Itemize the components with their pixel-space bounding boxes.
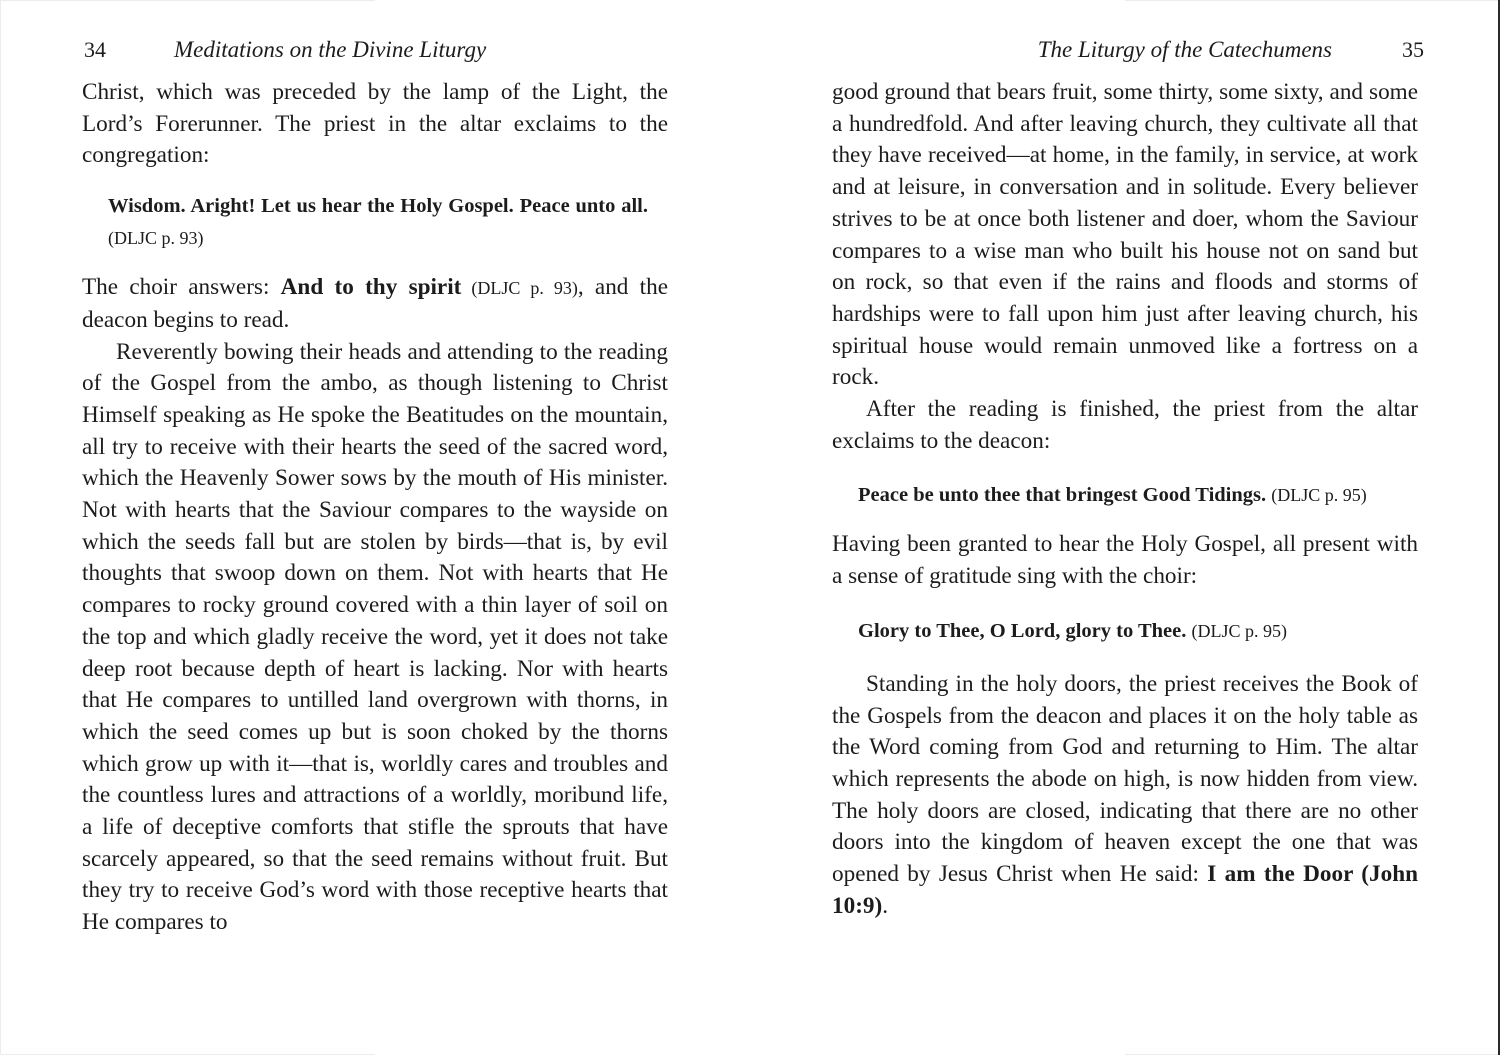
quote-reference: (DLJC p. 95) <box>1191 620 1287 641</box>
paragraph: After the reading is finished, the priest from the altar exclaims to the deacon: <box>832 396 1418 454</box>
paragraph-text: . <box>882 892 889 919</box>
quote-text: Glory to Thee, O Lord, glory to Thee. <box>858 619 1187 642</box>
left-body-text <box>82 77 668 939</box>
liturgical-quote <box>82 190 668 254</box>
running-head-title: The Liturgy of the Catechumens <box>1037 37 1332 62</box>
paragraph: Reverently bowing their heads and attending to the reading of the Gospel from the ambo, as though listening to Christ Himself speaking as He spoke the Beatitudes on the mountain, all try to receive with their hearts the seed of the sacred word, which the Heavenly Sower sows by the mouth of His minister. Not with hearts that the Saviour compares to the wayside on which the seeds fall but are stolen by birds—that is, by evil thoughts that swoop down on them. Not with hearts that He compares to rocky ground covered with a thin layer of soil on the top and which gladly receive the word, yet it does not take deep root because depth of heart is lacking. Nor with hearts that He compares to untilled land overgrown with thorns, in which the seed comes up but is soon choked by the thorns which grow up with it—that is, worldly cares and troubles and the countless lures and attractions of a worldly, moribund life, a life of deceptive comforts that stifle the sprouts that have scarcely appeared, so that the seed remains without fruit. But they try to receive God’s word with those receptive hearts that He compares to <box>82 338 668 936</box>
inline-bold-text: And to thy spirit <box>280 274 462 301</box>
right-body-text <box>832 77 1418 922</box>
right-running-head <box>832 33 1424 67</box>
inline-bold-text: I am the Door (John 10:9) <box>832 861 1418 919</box>
quote-reference: (DLJC p. 93) <box>108 228 204 249</box>
left-running-head <box>82 33 668 67</box>
quote-reference: (DLJC p. 95) <box>1271 485 1367 506</box>
paragraph <box>82 272 668 336</box>
page-number: 34 <box>84 37 106 62</box>
page-number: 35 <box>1402 37 1424 62</box>
paragraph: good ground that bears fruit, some thirty, some sixty, and some a hundredfold. And after leaving church, they cultivate all that they have received—at home, in the family, in service, at work and at leisure, in conversation and in solitude. Every believer strives to be at once both listener and doer, whom the Saviour compares to a wise man who built his house not on sand but on rock, so that even if the rains and floods and storms of hardships were to fall upon him just after leaving church, his spiritual house would remain unmoved like a fortress on a rock. <box>832 79 1418 391</box>
inline-reference: (DLJC p. 93) <box>461 278 578 299</box>
liturgical-quote <box>832 479 1418 511</box>
running-head-title: Meditations on the Divine Liturgy <box>174 37 487 62</box>
paragraph: Christ, which was preceded by the lamp of the Light, the Lord’s Forerunner. The priest in the altar exclaims to the congregation: <box>82 79 668 169</box>
paragraph <box>832 669 1418 923</box>
paragraph-text: , and the deacon begins to read. <box>82 274 669 333</box>
quote-text: Peace be unto thee that bringest Good Tidings. <box>858 484 1267 507</box>
paragraph: Having been granted to hear the Holy Gospel, all present with a sense of gratitude sing with the choir: <box>832 531 1418 590</box>
paragraph-text: The choir answers: <box>82 274 281 301</box>
left-page <box>78 0 668 1055</box>
liturgical-quote <box>832 615 1418 647</box>
quote-text: Wisdom. Aright! Let us hear the Holy Gospel. Peace unto all. <box>108 195 648 218</box>
page-edge-left <box>0 0 1 1055</box>
paragraph-text: Standing in the holy doors, the priest receives the Book of the Gospels from the deacon and places it on the holy table as the Word coming from God and returning to Him. The altar which represents the abode on high, is now hidden from view. The holy doors are closed, indicating that there are no other doors into the kingdom of heaven except the one that was opened by Jesus Christ when He said: <box>832 670 1418 888</box>
right-page <box>828 0 1424 1055</box>
